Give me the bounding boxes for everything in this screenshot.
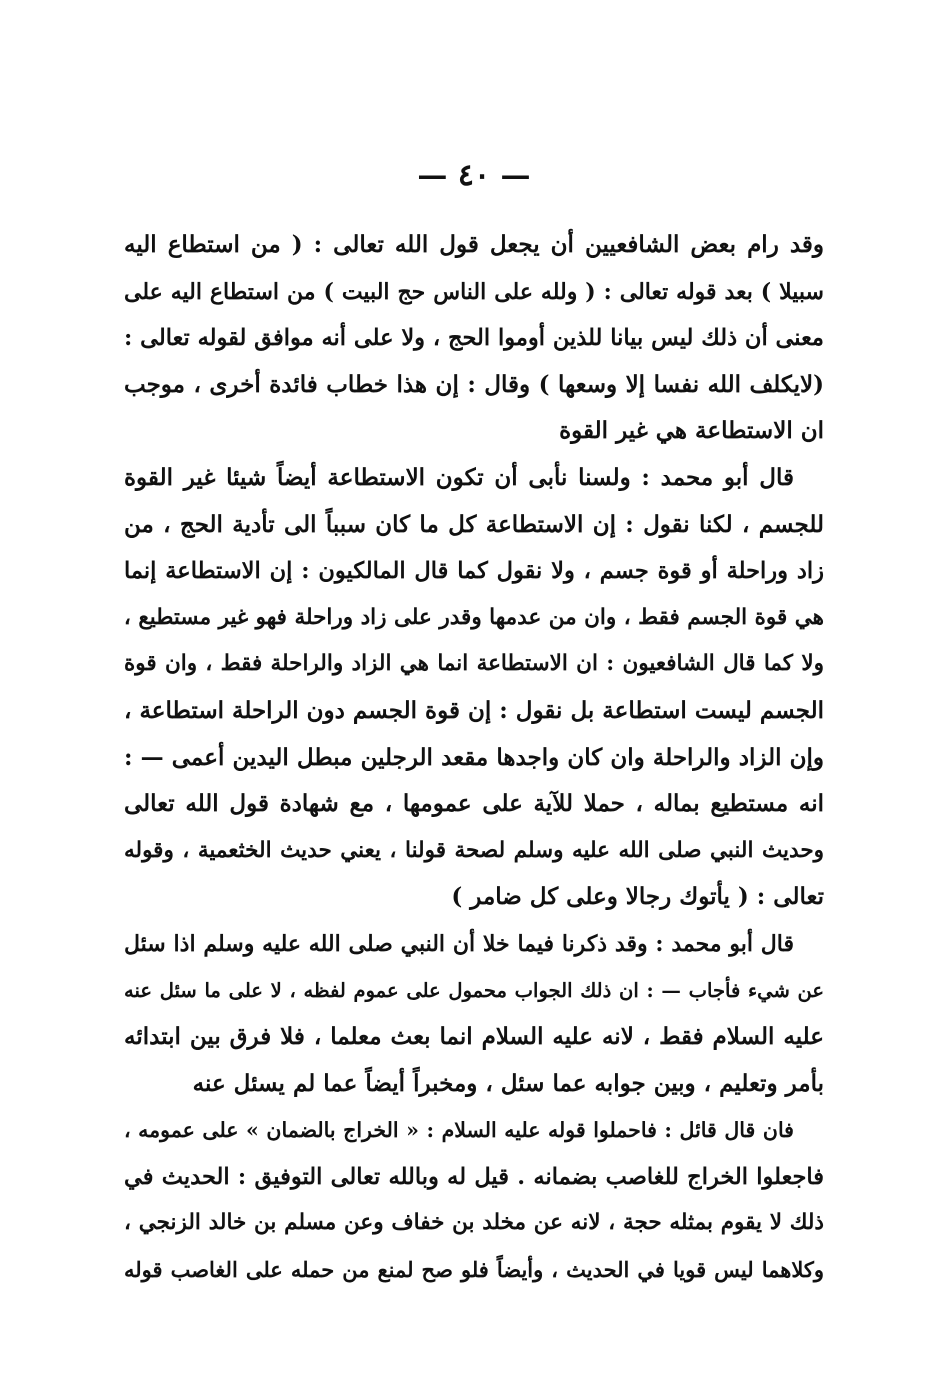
text-line: سبيلا ) بعد قوله تعالى : ( ولله على الناس حج البيت ) من استطاع اليه على — [124, 278, 824, 305]
text-line: للجسم ، لكنا نقول : إن الاستطاعة كل ما كان سبباً الى تأدية الحج ، من — [124, 510, 824, 538]
text-line: فاجعلوا الخراج للغاصب بضمانه . قيل له وبالله تعالى التوفيق : الحديث في — [124, 1163, 824, 1190]
text-line: زاد وراحلة أو قوة جسم ، ولا نقول كما قال المالكيون : إن الاستطاعة إنما — [124, 558, 824, 585]
text-line: وقد رام بعض الشافعيين أن يجعل قول الله تعالى : ( من استطاع اليه — [124, 231, 824, 258]
page-number: — ٤٠ — — [417, 158, 531, 193]
text-line: (لايكلف الله نفسا إلا وسعها ) وقال : إن هذا خطاب فائدة أخرى ، موجب — [124, 370, 824, 398]
text-line: تعالى : ( يأتوك رجالا وعلى كل ضامر ) — [451, 883, 824, 911]
text-line: ذلك لا يقوم بمثله حجة ، لانه عن مخلد بن خفاف وعن مسلم بن خالد الزنجي ، — [124, 1210, 824, 1236]
text-line: قال أبو محمد : ولسنا نأبى أن تكون الاستطاعة أيضاً شيئا غير القوة — [124, 463, 794, 491]
text-line: وإن الزاد والراحلة وان كان واجدها مقعد الرجلين مبطل اليدين أعمى — : — [124, 743, 824, 771]
text-line: وحديث النبي صلى الله عليه وسلم لصحة قولنا ، يعني حديث الخثعمية ، وقوله — [124, 837, 824, 863]
text-line: بأمر وتعليم ، وبين جوابه عما سئل ، ومخبراً أيضاً عما لم يسئل عنه — [192, 1069, 824, 1097]
text-line: معنى أن ذلك ليس بيانا للذين أوموا الحج ، ولا على أنه موافق لقوله تعالى : — [124, 325, 824, 352]
text-line: هي قوة الجسم فقط ، وان من عدمها وقدر على زاد وراحلة فهو غير مستطيع ، — [124, 604, 824, 630]
text-line: الجسم ليست استطاعة بل نقول : إن قوة الجسم دون الراحلة استطاعة ، — [124, 696, 824, 724]
text-line: ان الاستطاعة هي غير القوة — [559, 417, 824, 445]
body-text — [124, 222, 824, 1294]
text-line: انه مستطيع بماله ، حملا للآية على عمومها ، مع شهادة قول الله تعالى — [124, 790, 824, 818]
text-line: ولا كما قال الشافعيون : ان الاستطاعة انما هي الزاد والراحلة فقط ، وان قوة — [124, 651, 824, 677]
text-line: عليه السلام فقط ، لانه عليه السلام انما بعث معلما ، فلا فرق بين ابتدائه — [124, 1023, 824, 1051]
text-line: عن شيء فأجاب — : ان ذلك الجواب محمول على عموم لفظه ، لا على ما سئل عنه — [124, 978, 824, 1002]
text-line: فان قال قائل : فاحملوا قوله عليه السلام : « الخراج بالضمان » على عمومه ، — [124, 1118, 794, 1143]
text-line: وكلاهما ليس قويا في الحديث ، وأيضاً فلو صح لمنع من حمله على الغاصب قوله — [124, 1257, 824, 1283]
text-line: قال أبو محمد : وقد ذكرنا فيما خلا أن النبي صلى الله عليه وسلم اذا سئل — [124, 930, 794, 957]
